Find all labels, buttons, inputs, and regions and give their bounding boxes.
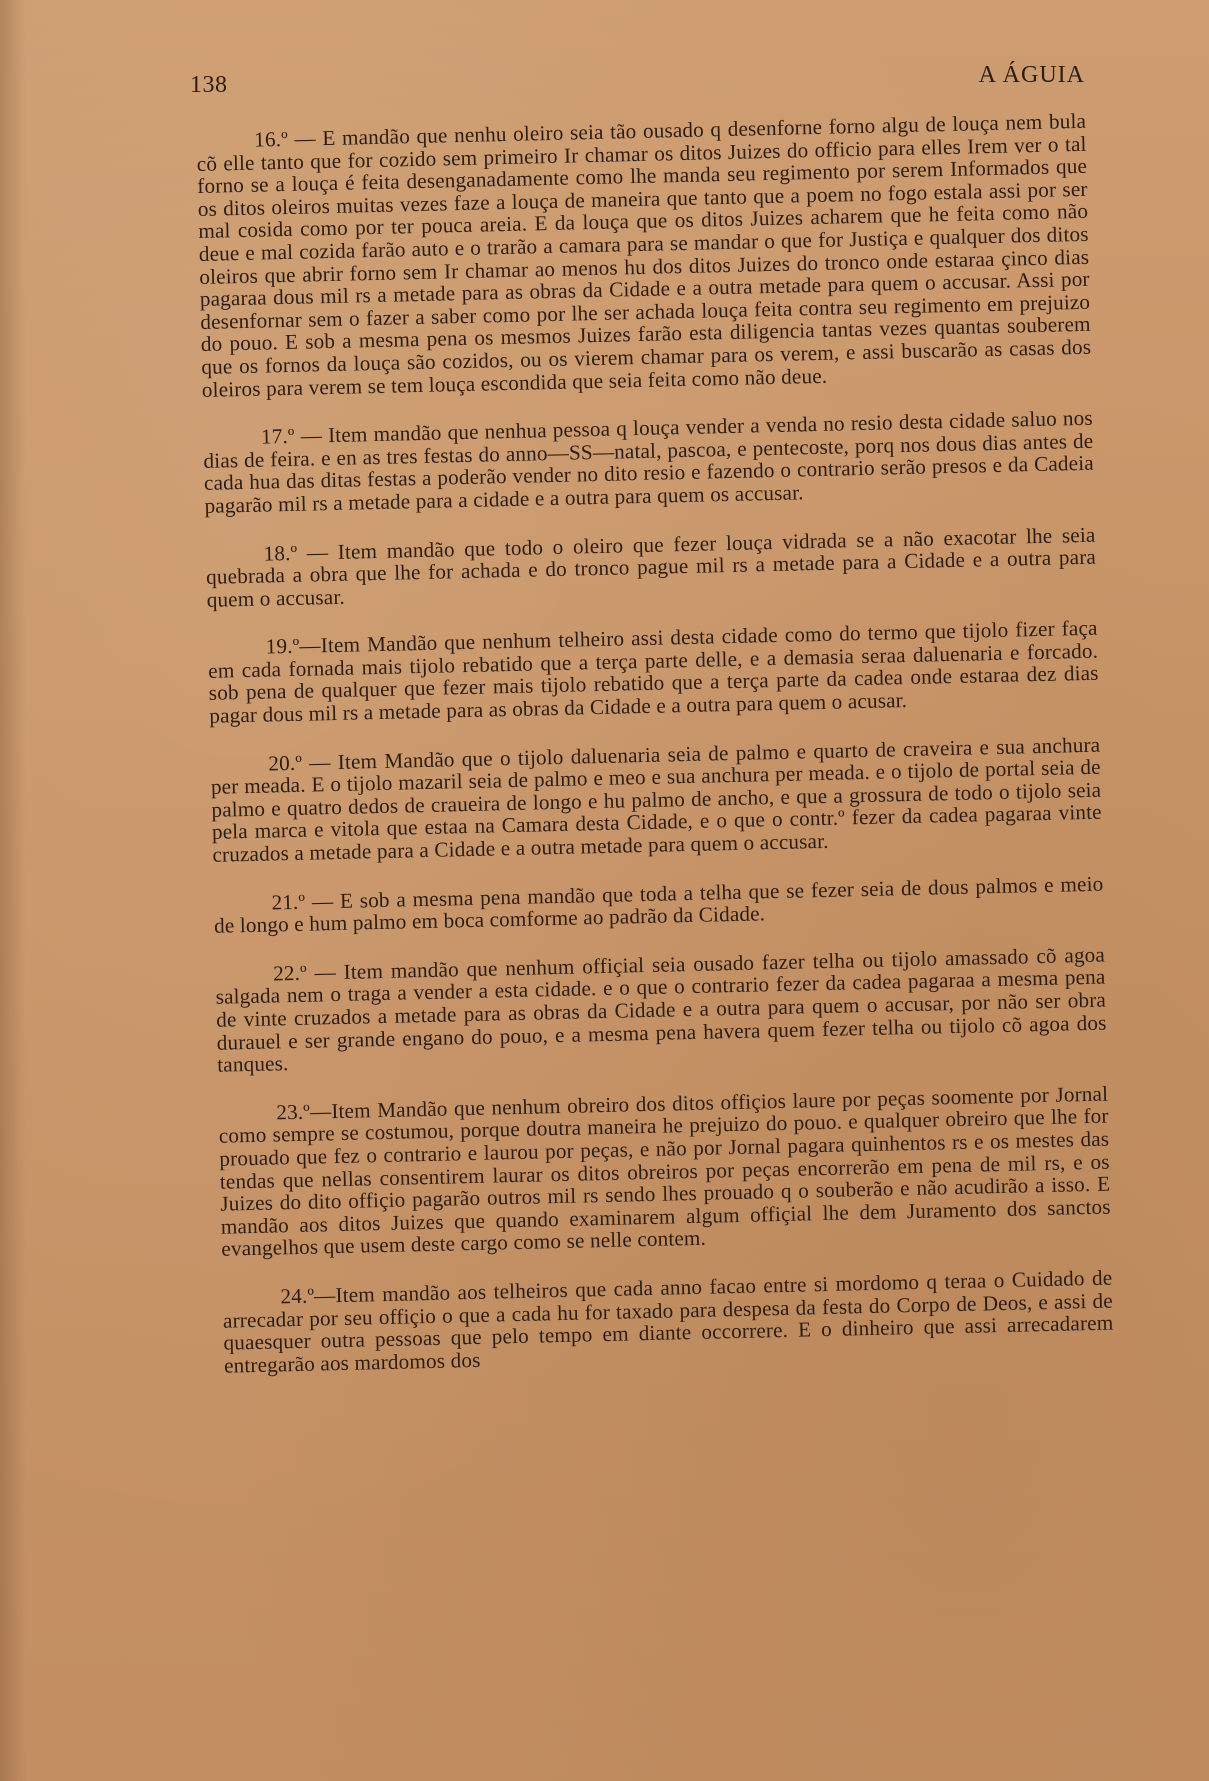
paragraph-22: 22.º — Item mandão que nenhum offiçial seia ousado fazer telha ou tijolo amassado cõ agoa salgada nem o traga a vender a esta cidade. e o que o contrario fezer da cadea pagaraa a mesma pena de vinte cruzados a metade para as obras da Cidade e a outra para quem o accusar, por não ser obra durauel e ser grande engano do pouo, e a mesma pena havera quem fezer telha ou tijolo cõ agoa dos tanques.	[215, 942, 1107, 1077]
paragraph-16: 16.º — E mandão que nenhu oleiro seia tão ousado q desenforne forno algu de louça nem bula cõ elle tanto que for cozido sem primeiro Ir chamar os ditos Juizes do officio para elles Irem ver o tal forno se a louça é feita desenganadamente como lhe manda seu regimento por serem Informados que os ditos oleiros muitas vezes faze a louça de maneira que tanto que a poem no fogo estala assi por ser mal cosida como por ter pouca areia. E da louça que os ditos Juizes acharem que he feita como não deue e mal cozida farão auto e o trarão a camara para se mandar o que for Justiça e qualquer dos ditos oleiros que abrir forno sem Ir chamar ao menos hu dos ditos Juizes do tronco onde estaraa çinco dias pagaraa dous mil rs a metade para as obras da Cidade e a outra metade para quem o accusar. Assi por desenfornar sem o fazer a saber como por lhe ser achada louça feita contra seu regimento em prejuizo do pouo. E sob a mesma pena os mesmos Juizes farão esta diligencia tantas vezes quantas souberem que os fornos da louça são cozidos, ou os vierem chamar para os verem, e assi buscarão as casas dos oleiros para verem se tem louça escondida que seia feita como não deue.	[196, 108, 1092, 402]
page-header	[190, 62, 1085, 102]
paragraph-23: 23.º—Item Mandão que nenhum obreiro dos ditos offiçios laure por peças soomente por Jornal como sempre se costumou, porque doutra maneira he prejuizo do pouo. e qualquer obreiro que lhe for prouado que fez o contrario e laurou por peças, e não por Jornal pagara quinhentos rs e os mestes das tendas que nellas consentirem laurar os ditos obreiros por peças encorrerão em pena de mil rs, e os Juizes do dito offiçio pagarão outros mil rs sendo lhes prouado q o souberão e não acudirão a isso. E mandão aos ditos Juizes que quando examinarem algum offiçial lhe dem Juramento dos sanctos evangelhos que usem deste cargo como se nelle contem.	[218, 1081, 1111, 1262]
body-text	[196, 110, 1115, 1403]
running-title: A ÁGUIA	[978, 62, 1085, 88]
paragraph-19: 19.º—Item Mandão que nenhum telheiro assi desta cidade como do termo que tijolo fizer faça em cada fornada mais tijolo rebatido que a terça parte delle, e a demasia seraa daluenaria e forcado. sob pena de qualquer que fezer mais tijolo rebatido que a terça parte da cadea onde estaraa dez dias pagar dous mil rs a metade para as obras da Cidade e a outra para quem o acusar.	[207, 615, 1099, 728]
paragraph-21: 21.º — E sob a mesma pena mandão que toda a telha que se fezer seia de dous palmos e meio de longo e hum palmo em boca comforme ao padrão da Cidade.	[213, 871, 1104, 939]
paragraph-24: 24.º—Item mandão aos telheiros que cada anno facao entre si mordomo q teraa o Cuidado de arrecadar por seu offiçio o que a cada hu for taxado para despesa da festa do Corpo de Deos, e assi de quaesquer outra pessoas que pelo tempo em diante occorrere. E o dinheiro que assi arrecadarem entregarão aos mardomos dos	[222, 1265, 1114, 1378]
page-number: 138	[190, 72, 228, 98]
paragraph-17: 17.º — Item mandão que nenhua pessoa q louça vender a venda no resio desta cidade saluo nos dias de feira. e en as tres festas do anno—SS—natal, pascoa, e pentecoste, porq nos dous dias antes de cada hua das ditas festas a poderão vender no dito resio e fazendo o contrario serão presos e da Cadeia pagarão mil rs a metade para a cidade e a outra para quem os accusar.	[203, 405, 1095, 518]
page-binding-edge	[0, 0, 26, 1781]
paragraph-18: 18.º — Item mandão que todo o oleiro que fezer louça vidrada se a não exacotar lhe seia quebrada a obra que lhe for achada e do tronco pague mil rs a metade para a Cidade e a outra para quem o accusar.	[205, 522, 1097, 612]
paragraph-20: 20.º — Item Mandão que o tijolo daluenaria seia de palmo e quarto de craveira e sua anchura per meada. E o tijolo mazaril seia de palmo e meo e sua anchura per meada. e o tijolo de portal seia de palmo e quatro dedos de craueira de longo e hu palmo de ancho, e que a grossura de todo o tijolo seia pela marca e vitola que estaa na Camara desta Cidade, e o que o contr.º fezer da cadea pagaraa vinte cruzados a metade para a Cidade e a outra metade para quem o accusar.	[210, 732, 1102, 867]
